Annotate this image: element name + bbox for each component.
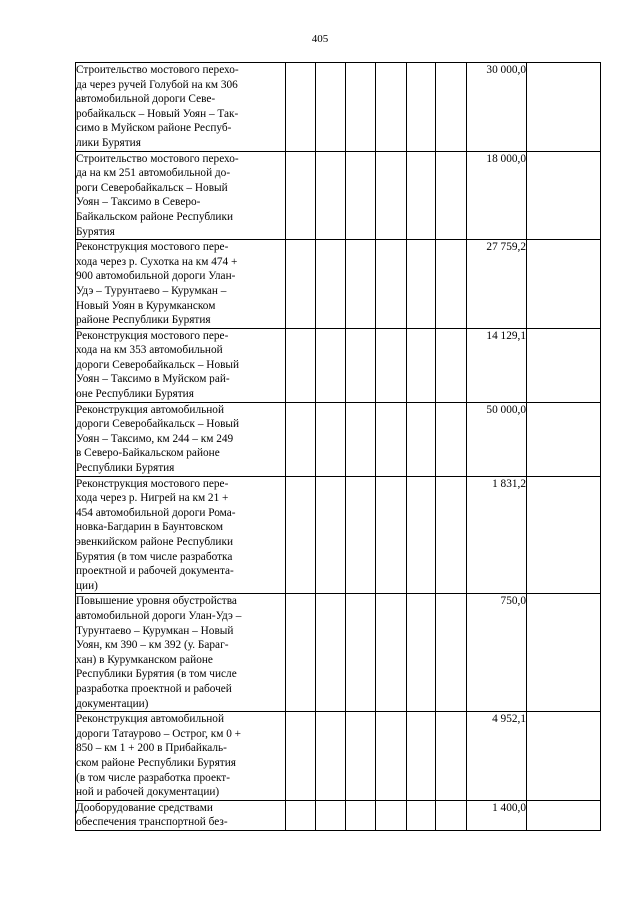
empty-cell <box>526 594 600 712</box>
amount-cell: 1 400,0 <box>466 800 526 830</box>
table-row <box>76 151 601 240</box>
project-name-line: дороги Северобайкальск – Новый <box>76 418 240 431</box>
table-row <box>76 63 601 152</box>
empty-cell <box>526 151 600 240</box>
empty-cell <box>286 476 316 594</box>
table-row <box>76 800 601 830</box>
page-number: 405 <box>311 33 329 45</box>
empty-cell <box>315 594 346 712</box>
empty-cell <box>436 476 467 594</box>
project-name-line: Реконструкция автомобильной <box>76 713 225 726</box>
empty-cell <box>436 712 467 801</box>
empty-cell <box>406 476 436 594</box>
amount-cell: 18 000,0 <box>466 151 526 240</box>
project-name-line: Строительство мостового перехо- <box>76 152 239 165</box>
project-name-line: в Северо-Байкальском районе <box>76 447 220 460</box>
project-name-line: Реконструкция мостового пере- <box>76 329 229 342</box>
project-name-line: Бурятия <box>76 225 115 238</box>
project-name-line: хода через р. Нигрей на км 21 + <box>76 492 229 505</box>
empty-cell <box>315 712 346 801</box>
project-name-line: Реконструкция мостового пере- <box>76 477 229 490</box>
empty-cell <box>346 800 376 830</box>
project-name-line: 454 автомобильной дороги Рома- <box>76 506 236 519</box>
empty-cell <box>346 63 376 152</box>
project-name-cell <box>76 402 286 476</box>
empty-cell <box>315 63 346 152</box>
project-name-cell <box>76 240 286 329</box>
empty-cell <box>406 63 436 152</box>
project-name-cell <box>76 594 286 712</box>
project-name-line: Удэ – Турунтаево – Курумкан – <box>76 284 227 297</box>
empty-cell <box>315 240 346 329</box>
amount-cell: 30 000,0 <box>466 63 526 152</box>
amount-cell: 50 000,0 <box>466 402 526 476</box>
empty-cell <box>436 151 467 240</box>
empty-cell <box>526 402 600 476</box>
empty-cell <box>436 800 467 830</box>
empty-cell <box>436 240 467 329</box>
empty-cell <box>406 328 436 402</box>
project-name-cell <box>76 712 286 801</box>
project-name-line: Уоян – Таксимо в Северо- <box>76 196 201 209</box>
amount-cell: 4 952,1 <box>466 712 526 801</box>
empty-cell <box>286 240 316 329</box>
empty-cell <box>526 240 600 329</box>
project-name-line: Реконструкция автомобильной <box>76 403 225 416</box>
project-name-line: ной и рабочей документации) <box>76 786 220 799</box>
empty-cell <box>375 712 406 801</box>
empty-cell <box>286 712 316 801</box>
project-name-line: роги Северобайкальск – Новый <box>76 181 228 194</box>
project-name-line: хода через р. Сухотка на км 474 + <box>76 255 238 268</box>
empty-cell <box>346 402 376 476</box>
empty-cell <box>346 712 376 801</box>
empty-cell <box>436 402 467 476</box>
empty-cell <box>286 594 316 712</box>
empty-cell <box>286 328 316 402</box>
project-name-line: хан) в Курумканском районе <box>76 653 213 666</box>
project-name-line: Новый Уоян в Курумканском <box>76 299 216 312</box>
empty-cell <box>375 328 406 402</box>
empty-cell <box>346 328 376 402</box>
empty-cell <box>436 328 467 402</box>
project-name-cell <box>76 800 286 830</box>
empty-cell <box>375 402 406 476</box>
project-name-line: Республики Бурятия <box>76 462 175 475</box>
project-name-line: Республики Бурятия (в том числе <box>76 668 237 681</box>
project-name-line: дороги Татаурово – Острог, км 0 + <box>76 727 242 740</box>
project-name-line: проектной и рабочей документа- <box>76 565 234 578</box>
project-name-line: симо в Муйском районе Респуб- <box>76 122 232 135</box>
project-name-cell <box>76 476 286 594</box>
empty-cell <box>286 402 316 476</box>
table-row <box>76 240 601 329</box>
project-name-line: Строительство мостового перехо- <box>76 64 239 76</box>
project-name-cell <box>76 328 286 402</box>
empty-cell <box>286 151 316 240</box>
project-name-line: робайкальск – Новый Уоян – Так- <box>76 107 239 120</box>
project-name-line: документации) <box>76 697 149 710</box>
table-body <box>76 63 601 831</box>
empty-cell <box>375 800 406 830</box>
project-name-line: Реконструкция мостового пере- <box>76 241 229 254</box>
table-row <box>76 402 601 476</box>
empty-cell <box>346 476 376 594</box>
empty-cell <box>526 712 600 801</box>
empty-cell <box>315 800 346 830</box>
project-name-line: да на км 251 автомобильной до- <box>76 167 231 180</box>
budget-table <box>75 62 601 831</box>
empty-cell <box>375 240 406 329</box>
empty-cell <box>315 476 346 594</box>
empty-cell <box>406 712 436 801</box>
project-name-line: обеспечения транспортной без- <box>76 816 228 829</box>
project-name-line: 900 автомобильной дороги Улан- <box>76 270 236 283</box>
project-name-line: Дооборудование средствами <box>76 801 213 814</box>
project-name-line: дороги Северобайкальск – Новый <box>76 358 240 371</box>
project-name-line: ском районе Республики Бурятия <box>76 756 236 769</box>
project-name-line: автомобильной дороги Улан-Удэ – <box>76 609 242 622</box>
empty-cell <box>406 402 436 476</box>
empty-cell <box>286 800 316 830</box>
project-name-line: районе Республики Бурятия <box>76 314 211 327</box>
empty-cell <box>315 328 346 402</box>
empty-cell <box>526 63 600 152</box>
empty-cell <box>315 402 346 476</box>
empty-cell <box>346 151 376 240</box>
project-name-line: хода на км 353 автомобильной <box>76 344 223 357</box>
amount-cell: 750,0 <box>466 594 526 712</box>
project-name-line: Уоян – Таксимо, км 244 – км 249 <box>76 432 234 445</box>
project-name-line: ции) <box>76 579 98 592</box>
project-name-line: лики Бурятия <box>76 136 141 149</box>
amount-cell: 1 831,2 <box>466 476 526 594</box>
empty-cell <box>406 594 436 712</box>
empty-cell <box>286 63 316 152</box>
project-name-cell <box>76 151 286 240</box>
empty-cell <box>406 800 436 830</box>
table-row <box>76 712 601 801</box>
amount-cell: 27 759,2 <box>466 240 526 329</box>
project-name-line: разработка проектной и рабочей <box>76 682 232 695</box>
empty-cell <box>375 594 406 712</box>
empty-cell <box>526 328 600 402</box>
project-name-line: Уоян – Таксимо в Муйском рай- <box>76 373 230 386</box>
empty-cell <box>406 151 436 240</box>
project-name-line: да через ручей Голубой на км 306 <box>76 78 238 91</box>
empty-cell <box>436 63 467 152</box>
empty-cell <box>375 476 406 594</box>
empty-cell <box>346 594 376 712</box>
table-row <box>76 476 601 594</box>
empty-cell <box>346 240 376 329</box>
project-name-line: Повышение уровня обустройства <box>76 595 237 608</box>
empty-cell <box>315 151 346 240</box>
project-name-cell <box>76 63 286 152</box>
empty-cell <box>526 476 600 594</box>
empty-cell <box>436 594 467 712</box>
project-name-line: (в том числе разработка проект- <box>76 771 230 784</box>
empty-cell <box>375 63 406 152</box>
project-name-line: автомобильной дороги Севе- <box>76 93 216 106</box>
project-name-line: Турунтаево – Курумкан – Новый <box>76 624 234 637</box>
project-name-line: оне Республики Бурятия <box>76 388 194 401</box>
project-name-line: эвенкийском районе Республики <box>76 536 234 548</box>
empty-cell <box>375 151 406 240</box>
project-name-line: Уоян, км 390 – км 392 (у. Бараг- <box>76 639 229 652</box>
amount-cell: 14 129,1 <box>466 328 526 402</box>
project-name-line: 850 – км 1 + 200 в Прибайкаль- <box>76 742 227 755</box>
table-row <box>76 594 601 712</box>
empty-cell <box>526 800 600 830</box>
project-name-line: Бурятия (в том числе разработка <box>76 550 233 563</box>
project-name-line: новка-Багдарин в Баунтовском <box>76 521 224 534</box>
empty-cell <box>406 240 436 329</box>
table-row <box>76 328 601 402</box>
project-name-line: Байкальском районе Республики <box>76 210 234 223</box>
